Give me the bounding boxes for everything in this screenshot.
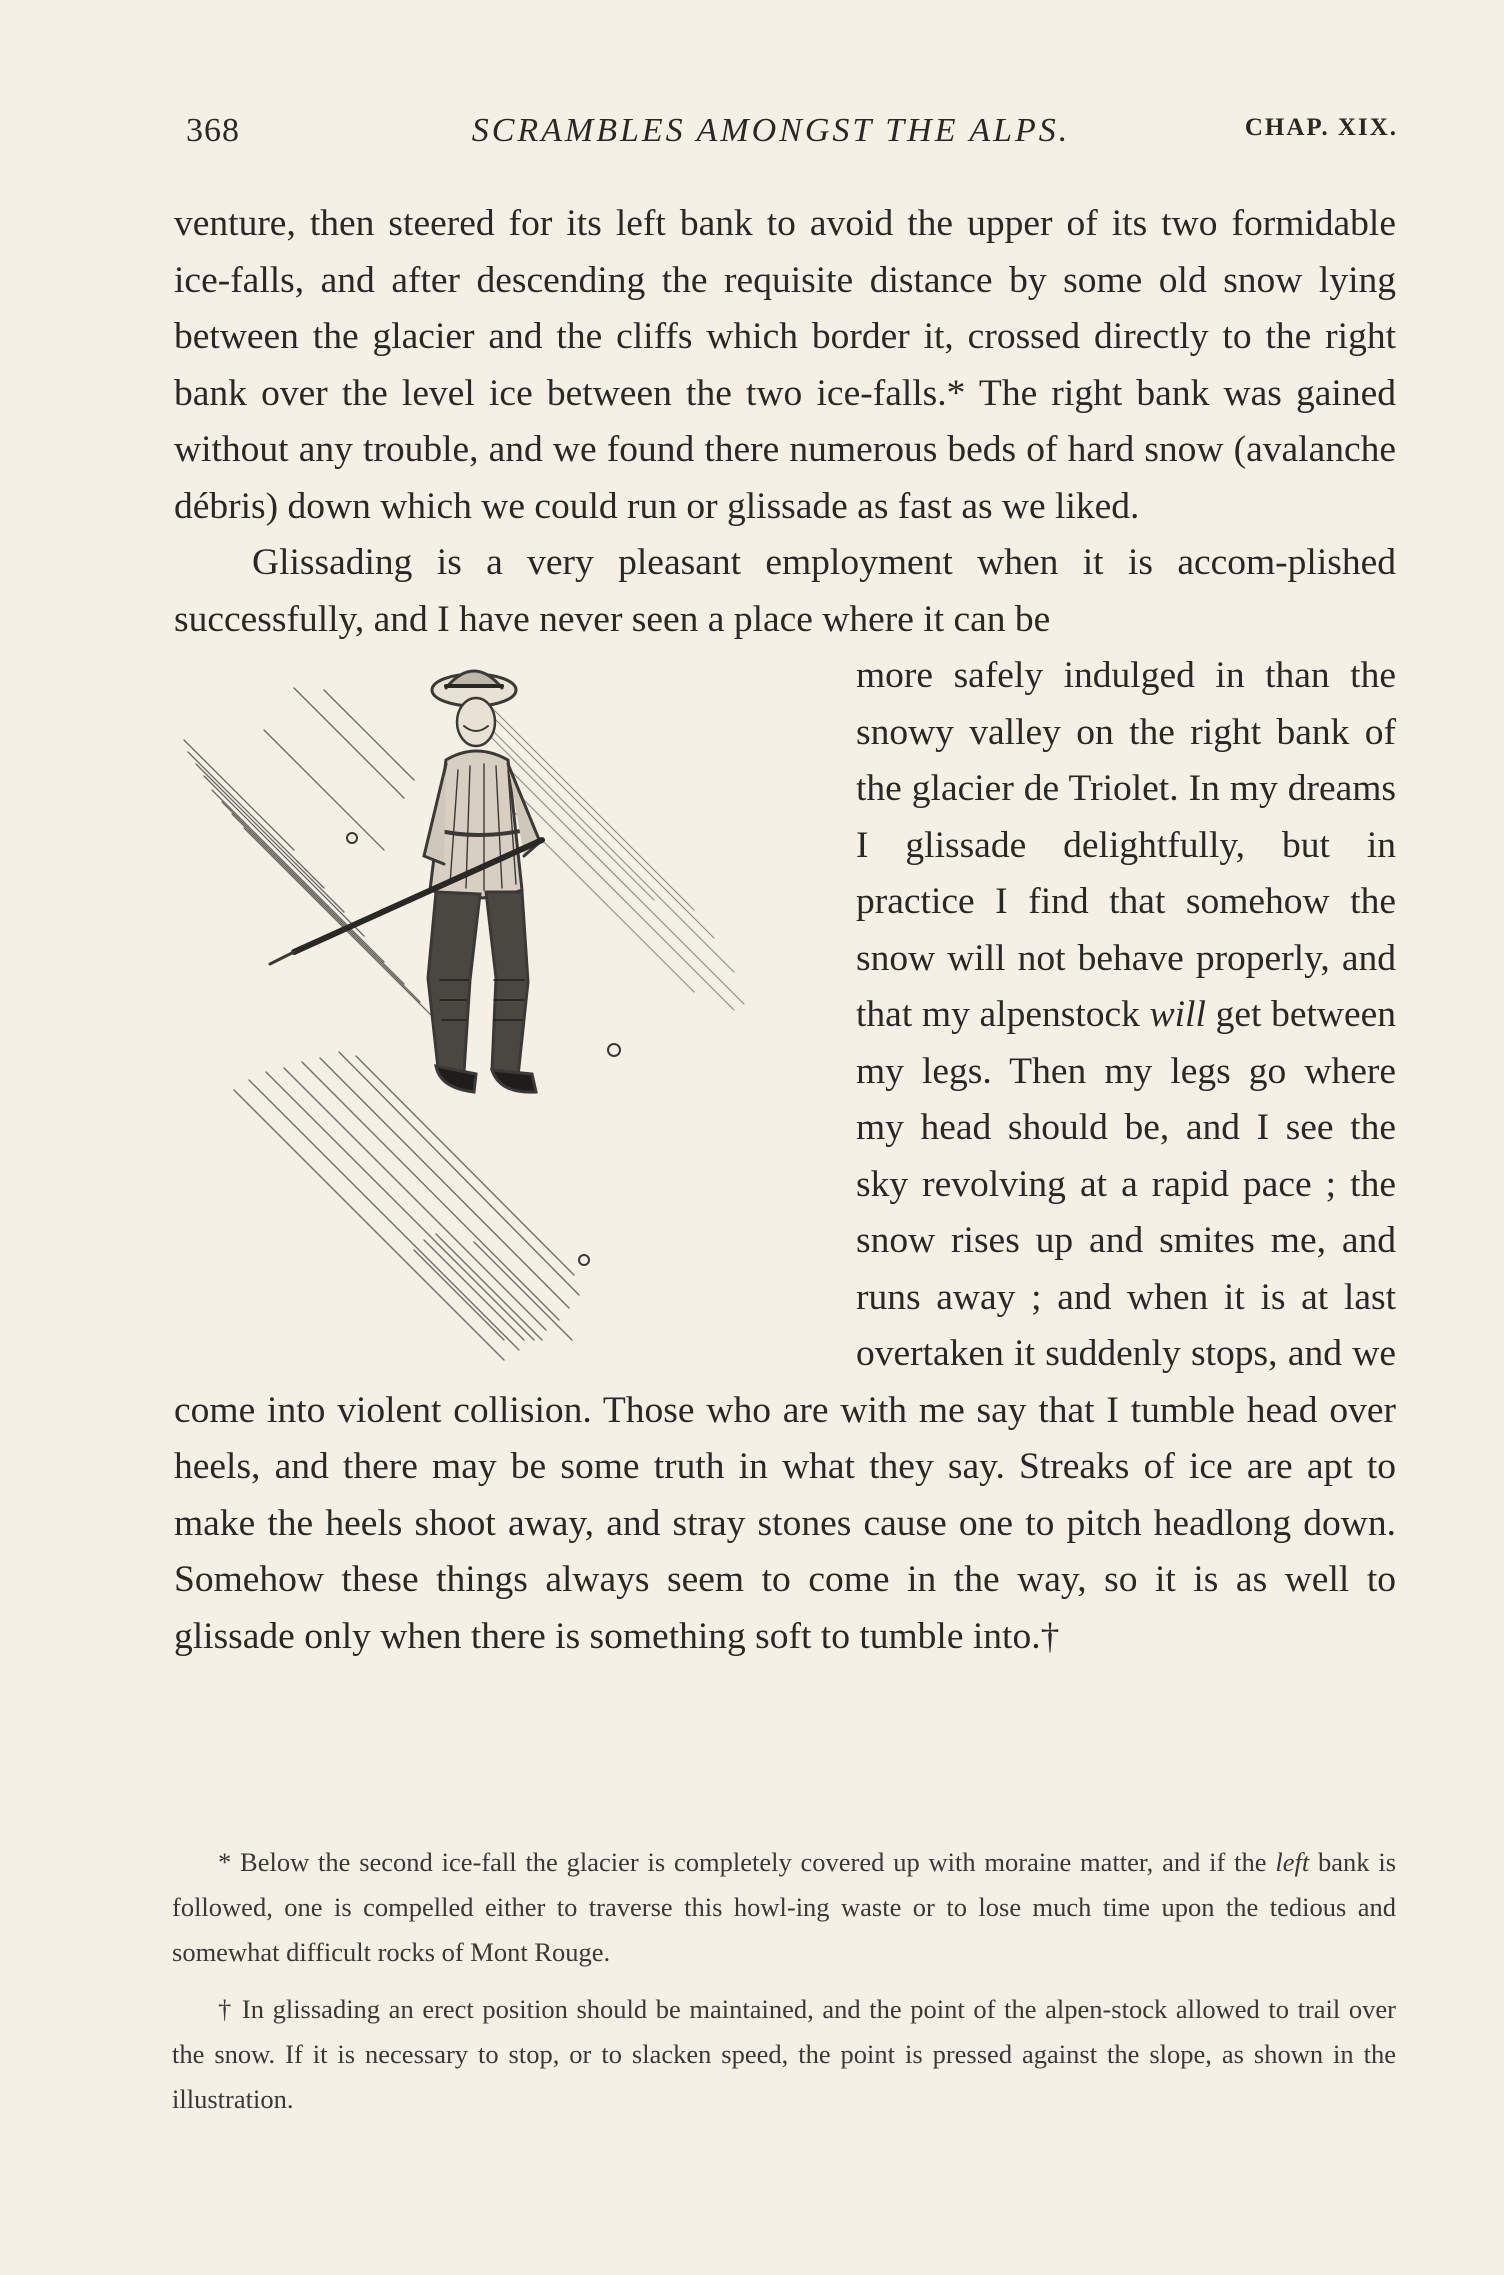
footnote-2: † In glissading an erect position should be maintained, and the point of the alpen-stock allowed to trail over the snow. If it is necessary to stop, or to slacken speed, the point is pressed against the slope, as shown in the illustration.: [172, 1994, 1396, 2114]
glissading-illustration: [174, 660, 830, 1362]
page-number: 368: [186, 112, 240, 149]
footnote-1-part-b: bank is followed, one is compelled either to traverse this howl-ing waste or to lose much time upon the tedious and somewhat difficult rocks of Mont Rouge.: [172, 1847, 1397, 1967]
running-header: [186, 112, 1406, 160]
paragraph-1: venture, then steered for its left bank to avoid the upper of its two formidable ice-falls, and after descending the requisite distance by some old snow lying between the glacier and the cliffs which border it, crossed directly to the right bank over the level ice between the two ice-falls.* The right bank was gained without any trouble, and we found there numerous beds of hard snow (avalanche débris) down which we could run or glissade as fast as we liked.: [174, 203, 1396, 527]
body-text: [174, 196, 1396, 1665]
chapter-label: CHAP. XIX.: [1244, 114, 1398, 141]
footnote-1: [172, 1840, 1396, 1975]
engraving-figure: [174, 660, 830, 1362]
running-title: SCRAMBLES AMONGST THE ALPS.: [471, 112, 1071, 149]
emphasis-will: will: [1149, 994, 1206, 1035]
footnote-1-part-a: * Below the second ice-fall the glacier is completely covered up with moraine matter, and if the: [218, 1847, 1267, 1877]
footnotes: [172, 1840, 1396, 2122]
paragraph-2-part-a: more safely indulged in than the snowy valley on the right bank of the glacier de Triolet. In my dreams I glissade delightfully, but in practice I find that somehow the snow will not behave properly, and that my alpenstock: [856, 655, 1396, 1035]
emphasis-left: left: [1275, 1847, 1310, 1877]
paragraph-2-intro: Glissading is a very pleasant employment when it is accom-plished successfully, and I have never seen a place where it can be: [174, 542, 1396, 640]
paragraph-2-part-b: get between my legs. Then my legs go where my head should be, and I see the sky revolving at a rapid pace ; the snow rises up and smites me, and runs away ; and when it is at last overtaken it suddenly stops, and we come into violent collision. Those who are with me say that I tumble head over heels, and there may be some truth in what they say. Streaks of ice are apt to make the heels shoot away, and stray stones cause one to pitch headlong down. Somehow these things always seem to come in the way, so it is as well to glissade only when there is something soft to tumble into.†: [174, 994, 1397, 1657]
